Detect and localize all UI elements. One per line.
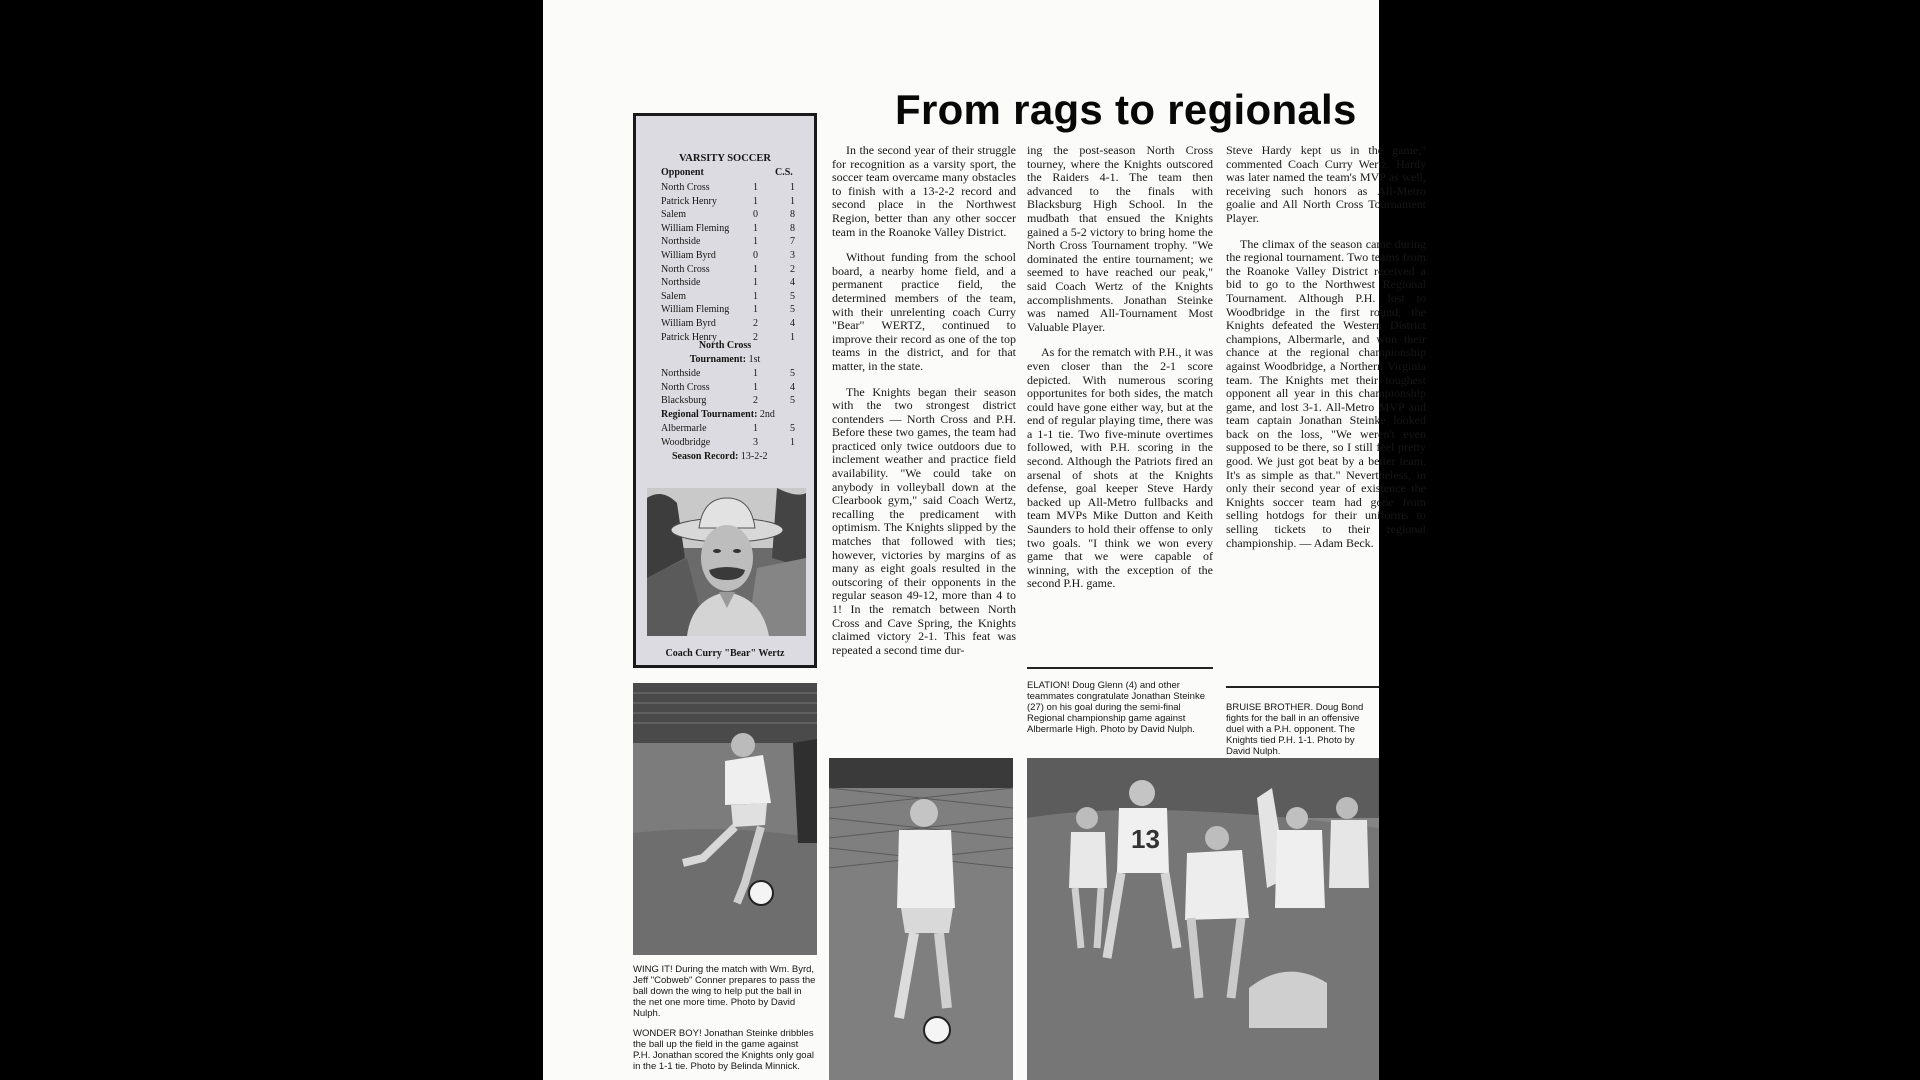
cs-score: 1 (790, 182, 795, 193)
cs-score: 7 (790, 236, 795, 248)
score-row (661, 235, 802, 248)
regional-title: Regional Tournament: 2nd (661, 409, 775, 420)
opponent-name: Salem (661, 290, 686, 302)
score-row (661, 303, 802, 316)
article-paragraph: In the second year of their struggle for recognition as a varsity sport, the soccer team overcame many obstacles to finish with a 13-2-2 record and second place in the Northwest Region, better than any other soccer team in the Roanoke Valley District. (832, 143, 1016, 239)
score-row (661, 249, 802, 262)
yearbook-page (543, 0, 1426, 1080)
scoreboard-title: VARSITY SOCCER (679, 153, 771, 164)
knights-score: 1 (753, 195, 758, 207)
svg-text:13: 13 (1131, 824, 1160, 854)
opponent-name: William Byrd (661, 318, 716, 329)
opponent-name: Northside (661, 368, 701, 379)
cs-score: 5 (790, 423, 795, 434)
score-row (661, 290, 802, 303)
knights-score: 1 (753, 290, 758, 302)
tourney-title: North Cross (698, 340, 752, 351)
score-row (661, 436, 802, 449)
article-paragraph: The climax of the season came during the regional tournament. Two teams from the Roanoke Valley District received a bid to go to the Northwest Regional Tournament. Although P.H. lost to Woodbridge in the first round, the Knights defeated the Western District champions, Albermarle, and won their chance at the regional championship against Woodbridge, a Northern Virginia team. The Knights met their toughest opponent all year in this championship game, and lost 3-1. All-Metro MVP and team captain Jonathan Steinke looked back on the loss, "We weren't even supposed to be there, so I still feel pretty good. We just got beat by a better team. It's as simple as that." Nevertheless, in only their second year of existence the Knights soccer team had gone from selling hotdogs for their uniforms to selling tickets to their regional championship. — Adam Beck. (1226, 236, 1426, 550)
score-row (661, 195, 802, 208)
coach-caption: Coach Curry "Bear" Wertz (665, 648, 785, 659)
cs-score: 4 (790, 381, 795, 393)
cs-score: 5 (790, 395, 795, 407)
opponent-name: William Fleming (661, 222, 730, 234)
opponent-name: North Cross (661, 263, 710, 275)
knights-score: 0 (753, 250, 758, 261)
cs-score: 1 (790, 331, 795, 343)
tourney-title-line2: Tournament: 1st (689, 354, 761, 365)
cs-score: 5 (790, 290, 795, 302)
cs-score: 5 (790, 368, 795, 379)
season-record: Season Record: 13-2-2 (672, 451, 768, 462)
article-paragraph: The Knights began their season with the two strongest district contenders — North Cross and P.H. Before these two games, the team had practiced only twice outdoors due to inclement weather and practice field availability. "We could take on anybody in volleyball down at the Clearbook gym," said Coach Wertz, recalling the predicament with optimism. The Knights slipped by the matches that followed with ties; however, victories by margins of as many as eight goals resulted in the outscoring of their opponents in the regular season 49-12, more than 4 to 1! In the rematch between North Cross and Cave Spring, the Knights claimed victory 2-1. This feat was repeated a second time dur- (832, 384, 1016, 657)
opponent-name: Albermarle (661, 423, 707, 434)
knights-score: 1 (753, 423, 758, 434)
knights-score: 1 (753, 263, 758, 275)
score-row (661, 381, 802, 394)
wonder-boy-caption: WONDER BOY! Jonathan Steinke dribbles the ball up the field in the game against P.H. Jonathan scored the Knights only goal in the 1-1 tie. Photo by Belinda Minnick. (633, 1028, 814, 1072)
article-column-2 (1027, 144, 1213, 603)
cs-score: 5 (790, 304, 795, 316)
score-row (661, 222, 802, 235)
cs-score: 4 (790, 318, 795, 329)
article-paragraph: Without funding from the school board, a nearby home field, and a permanent practice field, the determined members of the team, with their unrelenting coach Curry "Bear" WERTZ, continued to improve their record as one of the top teams in the district, and for that matter, in the state. (832, 250, 1016, 373)
knights-score: 1 (753, 277, 758, 289)
cs-score: 8 (790, 222, 795, 234)
opponent-name: Patrick Henry (661, 331, 717, 343)
score-row (661, 422, 802, 435)
article-paragraph: As for the rematch with P.H., it was even closer than the 2-1 score depicted. With numerous scoring opportunites for both sides, the match could have gone either way, but at the end of regular playing time, there was a 1-1 tie. Two five-minute overtimes followed, with P.H. scoring in the second. Although the Patriots fired an arsenal of shots at the Knights defense, goal keeper Steve Hardy backed up All-Metro fullbacks and team MVPs Mike Dutton and Keith Saunders to hold their offense to only two goals. "I think we won every game that we were capable of winning, with the exception of the second P.H. game. (1027, 345, 1213, 591)
article-paragraph: ing the post-season North Cross tourney, where the Knights outscored the Raiders 4-1. The team then advanced to the finals with Blacksburg High School. In the mudbath that ensued the Knights gained a 5-2 victory to bring home the North Cross Tournament trophy. "We dominated the entire tournament; we seemed to have reached our peak," said Coach Wertz of the Knights accomplishments. Jonathan Steinke was named All-Tournament Most Valuable Player. (1027, 143, 1213, 334)
cs-score: 2 (790, 263, 795, 275)
coach-portrait-photo (647, 488, 806, 636)
knights-score: 1 (753, 368, 758, 379)
opponent-name: Blacksburg (661, 395, 707, 407)
opponent-name: North Cross (661, 381, 710, 393)
opponent-name: William Fleming (661, 304, 730, 316)
opponent-name: North Cross (661, 182, 710, 193)
score-row (661, 317, 802, 330)
bruise-caption: BRUISE BROTHER. Doug Bond fights for the ball in an offensive duel with a P.H. opponent. The Knights tied P.H. 1-1. Photo by David Nulph. (1226, 702, 1364, 757)
score-row (661, 181, 802, 194)
wonder-boy-photo (829, 758, 1013, 1080)
article-paragraph: Steve Hardy kept us in the game," commented Coach Curry Wertz. Hardy was later named the team's MVP as well, receiving such honors as All-Metro goalie and All North Cross Tournament Player. (1226, 143, 1426, 225)
score-row (661, 367, 802, 380)
cs-score: 3 (790, 250, 795, 261)
knights-score: 1 (753, 381, 758, 393)
article-column-1 (832, 144, 1016, 669)
cs-score: 8 (790, 209, 795, 221)
cs-score: 1 (790, 436, 795, 448)
cs-score: 1 (790, 195, 795, 207)
opponent-name: William Byrd (661, 250, 716, 261)
opponent-name: Northside (661, 277, 701, 289)
wing-it-caption: WING IT! During the match with Wm. Byrd, Jeff "Cobweb" Conner prepares to pass the ball down the wing to help put the ball in the net one more time. Photo by David Nulph. (633, 964, 816, 1019)
knights-score: 2 (753, 395, 758, 407)
bruise-rule (1226, 686, 1379, 688)
season-record-value: 13-2-2 (740, 451, 768, 462)
cs-header: C.S. (775, 167, 793, 178)
cs-score: 4 (790, 277, 795, 289)
wing-it-photo (633, 683, 817, 955)
knights-score: 2 (753, 331, 758, 343)
knights-score: 0 (753, 209, 758, 221)
elation-caption: ELATION! Doug Glenn (4) and other teammates congratulate Jonathan Steinke (27) on his goal during the semi-final Regional championship game against Albermarle High. Photo by David Nulph. (1027, 680, 1205, 735)
knights-score: 3 (753, 436, 758, 448)
score-row (661, 263, 802, 276)
knights-score: 1 (753, 236, 758, 248)
scoreboard-sidebar (633, 113, 817, 668)
page-headline: From rags to regionals (895, 86, 1357, 133)
opponent-name: Northside (661, 236, 701, 248)
opponent-name: Salem (661, 209, 686, 221)
elation-team-photo (1027, 758, 1379, 1080)
knights-score: 1 (753, 182, 758, 193)
knights-score: 1 (753, 222, 758, 234)
elation-rule (1027, 667, 1213, 669)
knights-score: 1 (753, 304, 758, 316)
tourney-place: 1st (748, 354, 761, 365)
article-column-3 (1226, 144, 1426, 562)
knights-score: 2 (753, 318, 758, 329)
opponent-name: Patrick Henry (661, 195, 717, 207)
opponent-name: Woodbridge (661, 436, 711, 448)
opponent-header: Opponent (661, 167, 704, 178)
regional-place: 2nd (759, 409, 775, 420)
score-row (661, 394, 802, 407)
score-row (661, 276, 802, 289)
score-row (661, 208, 802, 221)
